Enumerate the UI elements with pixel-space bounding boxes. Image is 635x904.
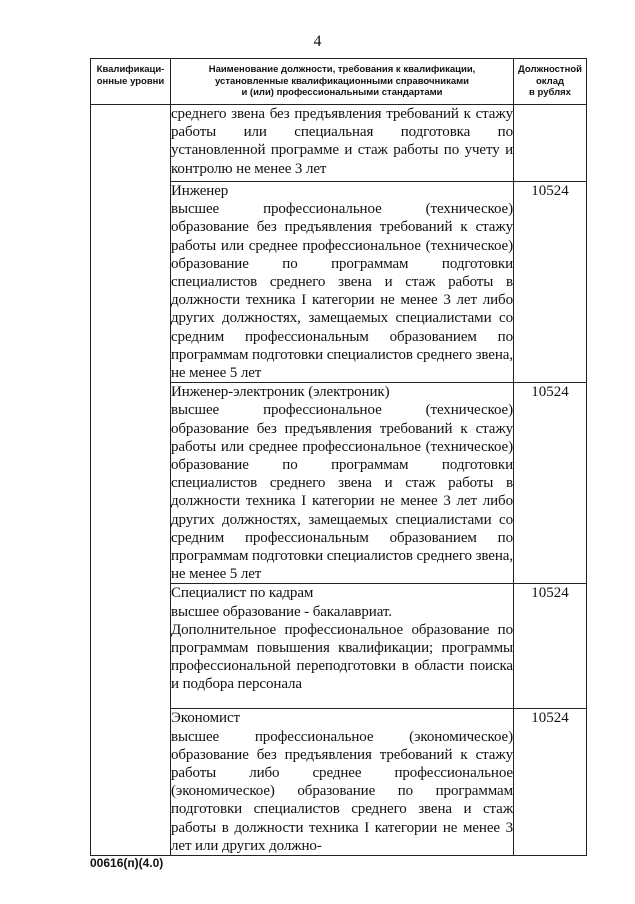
position-cell <box>171 105 514 182</box>
position-title: Экономист <box>171 710 241 727</box>
table-header-row <box>91 59 587 105</box>
page-number: 4 <box>313 33 322 50</box>
header-position-requirements-text: Наименование должности, требования к квалификации, установленные квалификационными справочниками и (или) профессиональными стандартами <box>208 64 476 98</box>
position-cell <box>171 584 514 709</box>
position-cell <box>171 182 514 383</box>
position-cell <box>171 383 514 584</box>
salary-cell: 10524 <box>514 383 587 584</box>
header-qualification-levels <box>91 59 171 105</box>
table-body <box>91 105 587 856</box>
position-title: Специалист по кадрам <box>171 585 314 602</box>
header-salary-text: Должностной оклад в рублях <box>518 64 582 98</box>
qualification-level-cell <box>91 105 171 856</box>
position-requirements: высшее профессиональное (техническое) образование без предъявления требований к стажу работы или среднее профессиональное (техническое) образование по программам подготовки специалистов среднего звена и стаж работы в должности техника I категории не менее 3 лет либо других должностях, замещаемых специалистами со средним профессиональным образованием по программам подготовки специалистов среднего звена, не менее 5 лет <box>171 201 513 382</box>
position-requirements: высшее образование - бакалавриат. Дополнительное профессиональное образование по программам повышения квалификации; программы профессиональной переподготовки в области поиска и подбора персонала <box>171 603 513 693</box>
table-row <box>91 105 587 182</box>
document-code: 00616(п)(4.0) <box>90 856 164 870</box>
header-salary <box>514 59 587 105</box>
salary-cell: 10524 <box>514 709 587 856</box>
position-cell <box>171 709 514 856</box>
position-requirements: высшее профессиональное (техническое) образование без предъявления требований к стажу работы или среднее профессиональное (техническое) образование по программам подготовки специалистов среднего звена и стаж работы в должности техника I категории не менее 3 лет либо других должностях, замещаемых специалистами со средним профессиональным образованием по программам подготовки специалистов среднего звена, не менее 5 лет <box>171 402 513 583</box>
position-requirements: высшее профессиональное (экономическое) образование без предъявления требований к стажу работы либо среднее профессиональное (экономическое) образование по программам подготовки специалистов среднего звена и стаж работы в должности техника I категории не менее 3 лет или других должно- <box>171 728 513 854</box>
header-position-requirements <box>171 59 514 105</box>
position-title: Инженер <box>171 183 229 199</box>
salary-cell: 10524 <box>514 584 587 709</box>
position-requirements: среднего звена без предъявления требований к стажу работы или специальная подготовка по установленной программе и стаж работы по учету и контролю не менее 3 лет <box>171 106 513 177</box>
salary-cell <box>514 105 587 182</box>
salary-cell: 10524 <box>514 182 587 383</box>
header-qualification-levels-text: Квалификаци- онные уровни <box>96 64 165 87</box>
salary-table <box>90 58 587 856</box>
position-title: Инженер-электроник (электроник) <box>171 384 390 401</box>
